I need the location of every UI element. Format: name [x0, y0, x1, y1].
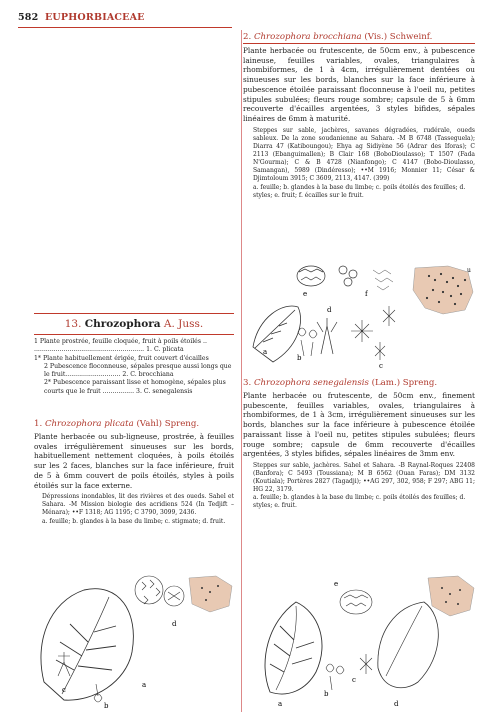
- key-line-3: 2 Pubescence floconneuse, sépales presque aussi longs que le fruit............................ 2. C. brocchiana: [44, 362, 232, 379]
- species-1-leaf-drawing: [41, 589, 133, 700]
- running-header: [18, 12, 145, 23]
- key-line-4: 2* Pubescence paraissant lisse et homogène, sépales plus courts que le fruit ................ 3. C. senegalensis: [44, 379, 226, 395]
- family-name: EUPHORBIACEAE: [44, 12, 145, 23]
- svg-text:u: u: [467, 267, 471, 274]
- genus-name: Chrozophora: [84, 318, 161, 330]
- species-2-distribution-map: [413, 266, 473, 314]
- svg-text:c: c: [379, 362, 383, 370]
- identification-key: [34, 338, 234, 396]
- species-2-heading: 2. Chrozophora brocchiana (Vis.) Schweinf.: [243, 32, 433, 42]
- species-2-scales-drawing: [373, 270, 393, 290]
- svg-text:b: b: [324, 690, 329, 698]
- species-2-illustration: [243, 262, 478, 377]
- key-line-2: 1* Plante habituellement érigée, fruit couvert d'écailles: [34, 354, 209, 362]
- species-2-stellate-hairs-drawing: [351, 306, 395, 360]
- species-1-habitat: Dépressions inondables, lit des rivières et des oueds. Sahel et Sahara. -M Mission biologie des acridiens 524 (In Tedjift – Ménara); ••F 1318; AG 1195; C 3790, 3099, 2436.: [42, 493, 234, 517]
- species-3-leaf-drawing: [265, 602, 322, 694]
- species-3-distribution-map: [428, 576, 474, 616]
- species-1-author: (Vahl) Spreng.: [136, 419, 200, 429]
- species-3-habitat: Steppes sur sable, jachères. Sahel et Sahara. -B Raynal-Roques 22408 (Banfora); C 5493 (Toussiana); M B 6562 (Ouan Faras); DM 3132 (Koutiala); Portères 2827 (Tagadji); ••AG 297, 302, 958; F 297; ABG 11; HG 22, 3179.: [253, 461, 475, 494]
- species-2-glands-drawing: [298, 328, 317, 356]
- genus-heading: 13. Chrozophora A. Juss.: [64, 318, 204, 330]
- svg-text:d: d: [327, 306, 332, 314]
- species-1-illustration: [24, 572, 239, 712]
- species-1-description: Plante herbacée ou sub-ligneuse, prostrée, à feuilles ovales irrégulièrement sinueuses sur les bords, habituellement nettement cloquées, à poils étoilés sur les 2 faces, blanches sur la face inférieure, fruit de 5 à 6mm couvert de poils étoilés, styles à poils étoilés sur la face externe.: [34, 432, 234, 490]
- species-3-fruit-drawing: [340, 590, 372, 614]
- species-2-caption: a. feuille; b. glandes à la base du limbe; c. poils étoilés des feuilles; d. styles; e. fruit; f. écailles sur le fruit.: [253, 184, 466, 200]
- svg-text:a: a: [278, 700, 283, 708]
- species-3-leaf-2-drawing: [378, 602, 438, 688]
- species-2-habitat: Steppes sur sable, jachères, savanes dégradées, rudérale, oueds sableux. De la zone soudanienne au Sahara. -M B 6748 (Tasseguela); Diarra 47 (Katiboungou); Ehya ag Sidiyène 56 (Adrar des Iforas); C 2113 (Ebanguimallen); B Clair 168 (BoboDioulasso); T 1507 (Fada N'Gourma); C & B 4728 (Nianfongo); C 4147 (Bobo-Dioulasso, Samangan), 5989 (Dindéresso); ••M 1916; Monnier 11; César & Djimtoloum 3915; C 3609, 2113, 4147. (399): [253, 126, 475, 183]
- svg-text:e: e: [303, 290, 308, 298]
- species-2-rule: [243, 43, 475, 44]
- key-line-1-result: ........................................................ 1. C. plicata: [34, 346, 184, 354]
- svg-text:c: c: [62, 686, 66, 694]
- genus-rule-top: [34, 313, 234, 314]
- svg-text:b: b: [297, 354, 302, 362]
- species-3-glands-drawing: [326, 664, 344, 690]
- species-2-description: Plante herbacée ou frutescente, de 50cm env., à pubescence laineuse, feuilles variables, ovales, triangulaires à rhombiformes, de 1 à 4cm, irrégulièrement dentées ou sinueuses sur les bords, blanches sur la face inférieure à pubescence étoilée paraissant floconneuse à l'oeil nu, petites stipules subulées; fleurs rouge sombre; capsule de 5 à 6mm recouverte d'écailles argentées, 3 styles bifides, sépales linéaires de 6mm à maturité.: [243, 46, 475, 123]
- species-3-author: (Lam.) Spreng.: [371, 378, 438, 388]
- svg-text:f: f: [365, 290, 368, 298]
- svg-text:c: c: [352, 676, 356, 684]
- species-2-author: (Vis.) Schweinf.: [364, 32, 433, 42]
- svg-text:a: a: [263, 348, 268, 356]
- svg-text:b: b: [104, 702, 109, 710]
- species-1-caption: a. feuille; b. glandes à la base du limbe; c. stigmate; d. fruit.: [42, 517, 226, 525]
- species-3-stellate-hairs-drawing: [360, 654, 372, 674]
- species-2-fruit-drawing: [297, 266, 357, 286]
- species-3-heading: 3. Chrozophora senegalensis (Lam.) Spreng.: [243, 378, 438, 388]
- page-number: 582: [18, 12, 39, 23]
- species-1-fruit-drawing: [135, 576, 184, 606]
- genus-rule-bottom: [34, 334, 234, 335]
- key-line-1: 1 Plante prostrée, feuille cloquée, fruit à poils étoilés ..: [34, 338, 207, 345]
- species-2-leaf-drawing: [253, 306, 301, 362]
- svg-text:e: e: [334, 580, 339, 588]
- column-divider: [241, 30, 242, 712]
- species-1-name: Chrozophora plicata: [44, 419, 134, 429]
- species-1-distribution-map: [189, 576, 232, 612]
- species-1-heading: 1. Chrozophora plicata (Vahl) Spreng.: [34, 419, 200, 429]
- species-3-name: Chrozophora senegalensis: [253, 378, 369, 388]
- svg-text:d: d: [394, 700, 399, 708]
- species-2-block: [243, 32, 475, 200]
- svg-text:a: a: [142, 681, 147, 689]
- species-2-name: Chrozophora brocchiana: [253, 32, 362, 42]
- species-3-illustration: [248, 572, 478, 712]
- species-3-caption: a. feuille; b. glandes à la base du limbe; c. poils étoilés des feuilles; d. styles; e. fruit.: [253, 494, 466, 510]
- genus-author: A. Juss.: [163, 318, 204, 330]
- species-3-description: Plante herbacée ou frutescente, de 50cm env., finement pubescente, feuilles variables, ovales, triangulaires à rhombiformes, de 1 à 3cm, irrégulièrement sinueuses sur les bords, blanches sur la face inférieure à pubescence étoilée paraissant lisse à l'oeil nu, petites stipules subulées; fleurs rouge sombre; capsule de 6mm recouverte d'écailles argentées, 3 styles bifides, sépales linéaires de 3mm env.: [243, 391, 475, 459]
- svg-text:d: d: [172, 620, 177, 628]
- species-1-block: [34, 419, 234, 526]
- species-2-styles-drawing: [317, 318, 337, 354]
- header-rule: [18, 27, 232, 28]
- species-3-block: [243, 378, 475, 510]
